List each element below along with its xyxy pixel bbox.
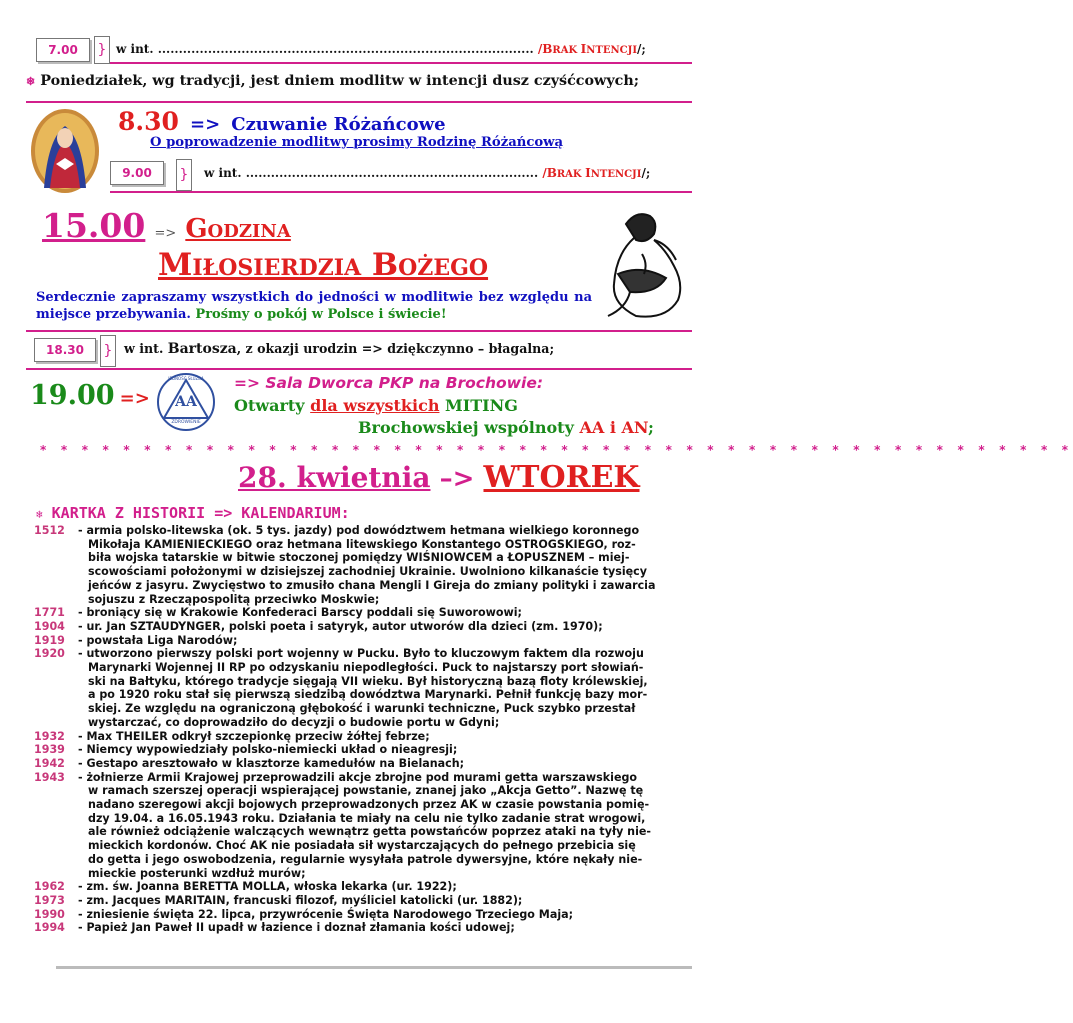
history-line: w ramach szerszej operacji wspierającej powstanie, znanej jako „Akcja Getto”. Nazwę tę xyxy=(88,784,644,798)
history-line: mieckie posterunki wzdłuż murów; xyxy=(88,866,306,880)
history-year: 1962 xyxy=(34,880,65,894)
time-box-900: 9.00 xyxy=(110,161,164,185)
intention-line-900: w int. ...................................................................... /BRAK INTENCJI/; xyxy=(204,166,651,180)
history-line: scowościami położonymi w dzisiejszej zachodniej Ukrainie. Uwolniono kilkanaście tysięcy xyxy=(88,565,647,579)
history-entry xyxy=(34,730,694,744)
history-line: - żołnierze Armii Krajowej przeprowadzili akcje zbrojne pod murami getta warszawskiego xyxy=(78,770,638,784)
history-year: 1990 xyxy=(34,907,65,921)
history-year: 1932 xyxy=(34,729,65,743)
history-line: dzy 19.04. a 16.05.1943 roku. Działania te miały na celu nie tylko zadanie strat wrogowi, xyxy=(88,811,646,825)
history-line: a po 1920 roku stał się pierwszą siedzibą dowództwa Marynarki. Pełnił funkcję bazy mor- xyxy=(88,688,648,702)
history-line: - utworzono pierwszy polski port wojenny w Pucku. Było to kluczowym faktem dla rozwoju xyxy=(78,647,644,661)
mercy-heading-line2: Miłosierdzia Bożego xyxy=(158,247,489,283)
history-line: do getta i jego oswobodzenia, regularnie wysyłała patrole dywersyjne, które nękały nie- xyxy=(88,852,643,866)
day-heading: 28. kwietnia –> WTOREK xyxy=(238,460,640,495)
history-line: - zm. św. Joanna BERETTA MOLLA, włoska lekarka (ur. 1922); xyxy=(78,880,457,894)
divider-1 xyxy=(110,62,692,64)
history-entry xyxy=(34,606,694,620)
history-line: - ur. Jan SZTAUDYNGER, polski poeta i satyryk, autor utworów dla dzieci (zm. 1970); xyxy=(78,619,603,633)
rosary-heading: 8.30 => Czuwanie Różańcowe xyxy=(118,107,446,136)
aa-logo-top: JEDNOŚĆ SŁUŻBA xyxy=(168,376,204,381)
history-line: - powstała Liga Narodów; xyxy=(78,633,238,647)
snowflake-icon: ❄ xyxy=(36,508,43,521)
history-line: ale również odciążenie walczących wewnątrz getta powstańców poprzez ataki na tyły nie- xyxy=(88,825,651,839)
aa-line3: Brochowskiej wspólnoty AA i AN; xyxy=(358,418,654,437)
divider-5 xyxy=(26,368,692,370)
history-entry xyxy=(34,524,694,606)
history-year: 1771 xyxy=(34,606,65,620)
brace-1830: } xyxy=(100,335,116,367)
history-year: 1512 xyxy=(34,524,65,537)
history-line: - zniesienie święta 22. lipca, przywrócenie Święta Narodowego Trzeciego Maja; xyxy=(78,907,574,921)
history-year: 1943 xyxy=(34,770,65,784)
snowflake-icon: ❄ xyxy=(26,75,36,88)
history-entry xyxy=(34,620,694,634)
history-line: - broniący się w Krakowie Konfederaci Barscy poddali się Suworowowi; xyxy=(78,606,522,620)
history-line: - armia polsko-litewska (ok. 5 tys. jazdy) pod dowództwem hetmana wielkiego koronnego xyxy=(78,524,640,537)
aa-time: 19.00 => xyxy=(30,380,150,411)
history-year: 1904 xyxy=(34,619,65,633)
monday-note: ❄ Poniedziałek, wg tradycji, jest dniem modlitw w intencji dusz czyśćcowych; xyxy=(26,73,640,89)
aa-logo-letters: AA xyxy=(175,394,197,410)
history-line: - Max THEILER odkrył szczepionkę przeciw żółtej febrze; xyxy=(78,729,430,743)
bottom-divider xyxy=(56,966,692,969)
history-entry xyxy=(34,908,694,922)
pieta-image xyxy=(596,204,692,324)
history-line: wystarczać, co doprowadziło do decyzji o budowie portu w Gdyni; xyxy=(88,715,500,729)
history-line: Mikołaja KAMIENIECKIEGO oraz hetmana litewskiego Konstantego OSTROGSKIEGO, roz- xyxy=(88,537,636,551)
divider-4 xyxy=(26,330,692,332)
history-line: - zm. Jacques MARITAIN, francuski filozof, myśliciel katolicki (ur. 1882); xyxy=(78,893,523,907)
history-entry xyxy=(34,757,694,771)
divider-2 xyxy=(26,101,692,103)
stars-separator: * * * * * * * * * * * * * * * * * * * * * * * * * * * * * * * * * * * * * * * * * * * * * * * * * * xyxy=(40,443,1073,457)
history-entry xyxy=(34,921,694,935)
history-year: 1920 xyxy=(34,647,65,661)
intention-line-700: w int. .......................................................................................... /BRAK INTENCJI/; xyxy=(116,42,646,56)
rosary-subtitle: O poprowadzenie modlitwy prosimy Rodzinę Różańcową xyxy=(150,135,564,150)
mercy-heading-line1: 15.00 => Godzina xyxy=(42,206,291,245)
madonna-image xyxy=(30,108,100,194)
history-line: - Papież Jan Paweł II upadł w łazience i doznał złamania kości udowej; xyxy=(78,921,515,935)
history-line: skiej. Ze względu na ograniczoną głębokość i warunki techniczne, Puck szybko przestał xyxy=(88,702,636,716)
history-title: ❄ KARTKA Z HISTORII => KALENDARIUM: xyxy=(36,504,350,522)
aa-logo xyxy=(156,372,216,432)
aa-logo-bottom: ZDROWIENIE xyxy=(171,420,201,425)
brace-900: } xyxy=(176,159,192,191)
history-year: 1939 xyxy=(34,743,65,757)
history-line: mieckich kordonów. Choć AK nie posiadała sił wystarczających do pełnego przebicia się xyxy=(88,839,636,853)
history-line: sojuszu z Rzecząpospolitą przeciwko Moskwie; xyxy=(88,592,380,606)
history-line: jeńców z jasyru. Zwycięstwo to zmusiło chana Mengli I Gireja do zmiany polityki i zawarcia xyxy=(88,578,656,592)
history-year: 1919 xyxy=(34,633,65,647)
history-line: ski na Bałtyku, którego tradycje sięgają VII wieku. Był historyczną bazą floty królewskiej, xyxy=(88,674,648,688)
aa-place: => Sala Dworca PKP na Brochowie: xyxy=(234,374,544,392)
history-line: biła wojska tatarskie w bitwie stoczonej pomiędzy WIŚNIOWCEM a ŁOPUSZNEM – miej- xyxy=(88,551,630,565)
history-year: 1994 xyxy=(34,921,65,935)
history-line: - Gestapo aresztowało w klasztorze kamedułów na Bielanach; xyxy=(78,756,465,770)
history-entry xyxy=(34,634,694,648)
history-entry xyxy=(34,894,694,908)
intention-line-1830: w int. Bartosza, z okazji urodzin => dziękczynno – błagalna; xyxy=(124,341,555,357)
history-entry xyxy=(34,647,694,729)
history-year: 1942 xyxy=(34,756,65,770)
aa-line2: Otwarty dla wszystkich MITING xyxy=(234,396,518,415)
history-line: Marynarki Wojennej II RP po odzyskaniu niepodległości. Puck to najstarszy port słowiań- xyxy=(88,661,644,675)
history-year: 1973 xyxy=(34,893,65,907)
time-box-1830: 18.30 xyxy=(34,338,96,362)
history-entry xyxy=(34,743,694,757)
brace-700: } xyxy=(94,36,110,64)
time-box-700: 7.00 xyxy=(36,38,90,62)
divider-3 xyxy=(110,191,692,193)
history-entry xyxy=(34,880,694,894)
history-line: nadano szeregowi akcji bojowych przeprowadzonych przez AK w czasie powstania pomię- xyxy=(88,798,650,812)
history-list xyxy=(34,524,694,935)
history-entry xyxy=(34,771,694,881)
mercy-invitation: Serdecznie zapraszamy wszystkich do jedności w modlitwie bez względu na miejsce przebywania. Prośmy o pokój w Polsce i świecie! xyxy=(36,290,592,322)
history-line: - Niemcy wypowiedziały polsko-niemiecki układ o nieagresji; xyxy=(78,743,458,757)
